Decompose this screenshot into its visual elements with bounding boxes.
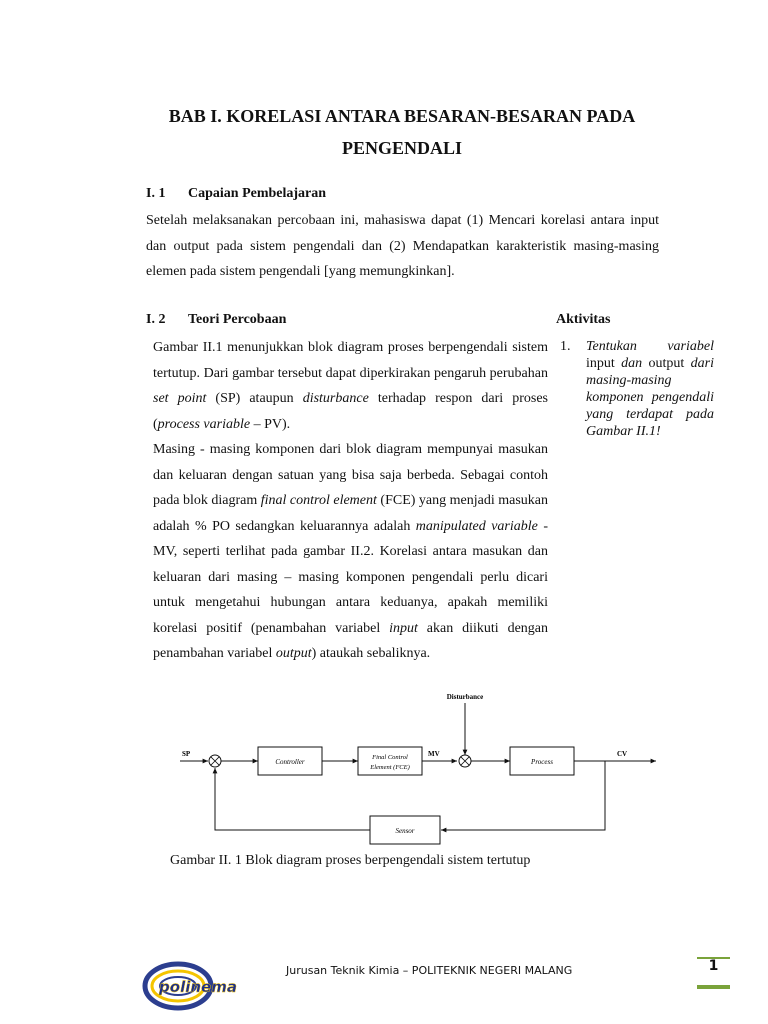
italic-term: dan (621, 356, 643, 371)
italic-term: set point (153, 391, 207, 406)
section-2-title: Teori Percobaan (188, 312, 287, 327)
section-1-title: Capaian Pembelajaran (188, 186, 327, 201)
text-run: ) ataukah sebaliknya. (311, 646, 431, 661)
theory-paragraph-2 (153, 437, 548, 667)
polinema-logo (138, 958, 250, 1014)
text-run: – PV). (250, 416, 291, 432)
mv-label: MV (428, 750, 440, 758)
italic-term: final control element (260, 493, 377, 508)
italic-term: process variable (157, 416, 251, 432)
italic-term: input (389, 620, 418, 636)
theory-text (153, 335, 548, 667)
section-2-number: I. 2 (146, 312, 166, 327)
fce-label-line-2: Element (FCE) (370, 764, 410, 771)
summing-junction-1 (209, 755, 221, 767)
footer-text: Jurusan Teknik Kimia – POLITEKNIK NEGERI MALANG (286, 964, 573, 977)
aktivitas-item (560, 338, 714, 440)
text-run: terhadap respon dari proses ( (153, 391, 549, 432)
aktivitas-heading: Aktivitas (556, 312, 611, 327)
text-run: input (586, 356, 622, 371)
feedback-arrow-to-junction (215, 768, 370, 830)
italic-term: output (275, 646, 312, 661)
section-1-number: I. 1 (146, 186, 166, 201)
italic-term: Tentukan variabel (586, 339, 714, 354)
footer-accent-bar-bottom (697, 985, 730, 989)
text-run: (SP) ataupun (206, 391, 303, 406)
theory-paragraph-1 (153, 335, 548, 437)
italic-term: dari masing-masing komponen pengendali yang terdapat pada Gambar II.1! (586, 356, 715, 439)
sensor-label: Sensor (395, 827, 415, 835)
aktivitas-item-text (586, 338, 714, 440)
page-title (100, 100, 704, 164)
block-diagram (170, 685, 660, 845)
text-run: Gambar II.1 menunjukkan blok diagram proses berpengendali sistem tertutup. Dari gambar tersebut dapat diperkirakan pengaruh perubahan (153, 340, 548, 381)
section-1-heading (146, 186, 326, 202)
section-2-heading (146, 312, 286, 328)
logo-text: polinema (159, 978, 237, 996)
page-title-line-2: PENGENDALI (341, 138, 462, 158)
text-run: - MV, seperti terlihat pada gambar II.2. Korelasi antara masukan dan keluaran dari masing – masing komponen pengendali perlu dicari untuk mengetahui hubungan antara keduanya, apakah memiliki korelasi positif (penambahan variabel (153, 518, 548, 636)
cv-label: CV (617, 750, 628, 758)
controller-label: Controller (275, 758, 305, 766)
summing-junction-2 (459, 755, 471, 767)
text-run: output (642, 356, 691, 371)
italic-term: disturbance (302, 391, 369, 406)
text-run: (FCE) yang menjadi masukan adalah % PO sedangkan keluarannya adalah (153, 493, 549, 534)
figure-caption: Gambar II. 1 Blok diagram proses berpengendali sistem tertutup (170, 853, 531, 868)
text-run: Masing - masing komponen dari blok diagram mempunyai masukan dan keluaran dengan satuan yang bisa saja berbeda. Sebagai contoh pada blok diagram (153, 442, 548, 508)
page-number: 1 (708, 958, 719, 974)
aktivitas-list (560, 338, 714, 440)
section-1-body: Setelah melaksanakan percobaan ini, mahasiswa dapat (1) Mencari korelasi antara input dan output pada sistem pengendali dan (2) Mendapatkan karakteristik masing-masing elemen pada sistem pengendali [yang memungkinkan]. (146, 213, 659, 279)
list-marker: 1. (560, 339, 571, 354)
italic-term: manipulated variable (415, 518, 538, 534)
disturbance-label: Disturbance (446, 693, 484, 701)
fce-label-line-1: Final Control (372, 754, 408, 761)
sp-label: SP (182, 750, 191, 758)
text-run: akan diikuti dengan penambahan variabel (153, 620, 548, 661)
page-title-line-1: BAB I. KORELASI ANTARA BESARAN-BESARAN PADA (168, 106, 636, 126)
process-label: Process (531, 758, 553, 766)
